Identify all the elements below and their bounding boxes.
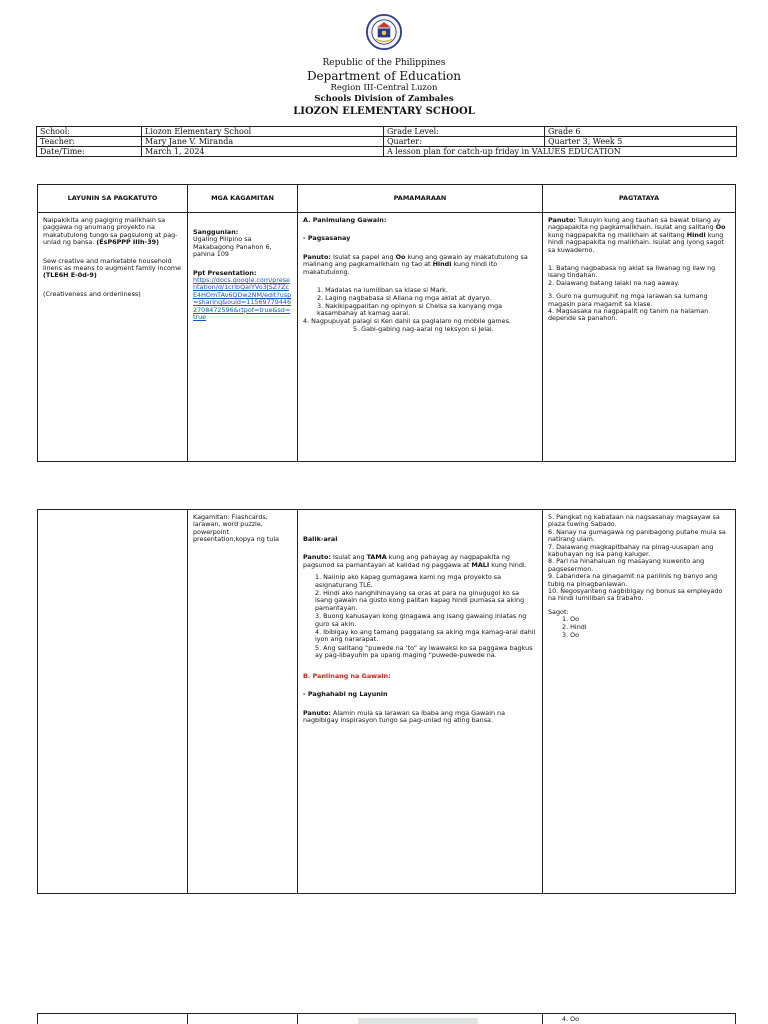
panuto-label: Panuto: bbox=[303, 708, 331, 717]
date-label: Date/Time: bbox=[37, 147, 142, 157]
list-item: 1. Oo bbox=[562, 615, 580, 624]
pagtataya-cell bbox=[543, 1014, 736, 1024]
panuto-text: Alamin mula sa larawan sa ibaba ang mga Gawain na nagbibigay inspirasyon tungo sa pag-unlad ng ating bansa. bbox=[303, 708, 506, 724]
panuto-text-2: kung ang pahayag ay nagpapakita ng pagsunod sa pamantayan at kalidad ng paggawa at bbox=[303, 553, 510, 569]
info-row-date bbox=[37, 147, 737, 157]
pagtataya-instructions bbox=[548, 217, 730, 254]
list-item: 3. Guro na gumuguhit ng mga larawan sa lumang magasin para magamit sa klase. bbox=[548, 292, 708, 308]
pamamaraan-cell bbox=[298, 1014, 543, 1024]
grade-value: Grade 6 bbox=[545, 127, 737, 137]
section-b-title: B. Panlinang na Gawain: bbox=[303, 671, 391, 680]
pamamaraan-cell bbox=[298, 213, 543, 462]
mali-keyword: MALI bbox=[471, 560, 490, 569]
sagot-label: Sagot: bbox=[548, 607, 569, 616]
pagsasanay-items bbox=[317, 287, 537, 318]
sanggunian-label: Sanggunian: bbox=[193, 228, 239, 236]
content-row bbox=[38, 1014, 736, 1024]
list-item: 8. Pari na hinahaluan ng masayang kuwento ang pagsesermon. bbox=[548, 557, 705, 573]
list-item: 2. Hindi bbox=[562, 623, 587, 632]
list-item: 4. Nagpupuyat palagi si Ken dahil sa paglalaro ng mobile games. bbox=[303, 317, 511, 326]
panuto-text-3: kung hindi. bbox=[491, 560, 527, 569]
hindi-keyword: Hindi bbox=[686, 230, 706, 239]
ppt-label: Ppt Presentation: bbox=[193, 268, 257, 277]
info-table bbox=[36, 126, 737, 157]
oo-keyword: Oo bbox=[395, 252, 406, 261]
list-item: 10. Negosyanteng nagbibigay ng bonus sa empleyado na hindi lumiliban sa trabaho. bbox=[548, 587, 723, 603]
layunin-cell bbox=[38, 213, 188, 462]
info-row-school bbox=[37, 127, 737, 137]
panuto-text-2: kung ang gawain ay makatutulong sa malinang ang pagkamalikhain ng tao at bbox=[303, 252, 528, 269]
content-row bbox=[38, 213, 736, 462]
list-item: 4. Oo bbox=[562, 1015, 580, 1023]
sagot-list bbox=[562, 616, 730, 639]
school-value: Liozon Elementary School bbox=[142, 127, 384, 137]
panuto-text-3: kung hindi nagpapakita ng malikhain. Isulat ang iyong sagot sa kuwaderno. bbox=[548, 230, 724, 254]
list-item: 4. Ibibigay ko ang tamang paggalang sa aking mga kamag-aral dahil iyon ang nararapat. bbox=[315, 628, 536, 644]
pagsasanay-title: - Pagsasanay bbox=[303, 234, 351, 243]
school-label: School: bbox=[37, 127, 142, 137]
balik-aral-instructions bbox=[303, 554, 537, 569]
objective-code: (EsP6PPP IIIh-39) bbox=[96, 238, 160, 247]
col-header-kagamitan: MGA KAGAMITAN bbox=[188, 185, 298, 213]
region-label: Region III-Central Luzon bbox=[330, 83, 438, 93]
school-name-title: LIOZON ELEMENTARY SCHOOL bbox=[293, 106, 475, 117]
list-item: 3. Nakikipagpalitan ng opinyon si Chelsa sa kanyang mga kasambahay at kamag aaral. bbox=[317, 301, 503, 318]
paghahabi-title: - Paghahabi ng Layunin bbox=[303, 690, 388, 699]
sew-body: Sew creative and marketable household linens as means to augment family income bbox=[43, 256, 182, 273]
list-item: 4. Magsasaka na nagpapalit ng tanim na halaman depende sa panahon. bbox=[548, 307, 709, 323]
teacher-label: Teacher: bbox=[37, 137, 142, 147]
info-row-teacher bbox=[37, 137, 737, 147]
illustration-image bbox=[358, 1018, 478, 1024]
pamamaraan-cell bbox=[298, 510, 543, 894]
list-item: 1. Madalas na lumiliban sa klase si Mark. bbox=[317, 286, 448, 295]
panuto-label: Panuto: bbox=[303, 553, 331, 562]
col-header-pagtataya: PAGTATAYA bbox=[543, 185, 736, 213]
paghahabi-instructions bbox=[303, 710, 537, 725]
list-item: 7. Dalawang magkapitbahay na pinag-uusapan ang kabuhayan ng isa pang kaluger. bbox=[548, 542, 714, 559]
list-item: 1. Naiinip ako kapag gumagawa kami ng mga proyekto sa asignaturang TLE. bbox=[315, 573, 502, 589]
list-item: 9. Labandera na ginagamit na panlinis ng banyo ang tubig na pinagbanlawan. bbox=[548, 572, 718, 588]
content-row bbox=[38, 510, 736, 894]
lesson-table-page-1 bbox=[37, 184, 736, 462]
objective-text bbox=[43, 217, 182, 247]
grade-label: Grade Level: bbox=[384, 127, 545, 137]
panuto-label: Panuto: bbox=[303, 252, 331, 261]
tama-keyword: TAMA bbox=[366, 553, 387, 562]
list-item: 3. Oo bbox=[562, 631, 580, 640]
list-item: 2. Dalawang batang lalaki na nag aaway. bbox=[548, 278, 680, 287]
list-item: 5. Pangkat ng kabataan na nagsasanay magsayaw sa plaza tuwing Sabado. bbox=[548, 513, 720, 529]
oo-keyword: Oo bbox=[715, 223, 726, 232]
quarter-value: Quarter 3, Week 5 bbox=[545, 137, 737, 147]
kagamitan-text: Kagamitan: Flashcards, larawan, word puzzle, powerpoint presentation,kopya ng tula bbox=[193, 513, 280, 544]
ppt-link[interactable]: https://docs.google.com/presentation/d/1cribQaIYVo3JSZ7ZcE4HOmTAv6QDw2NM/edit?usp=sharing&ouid=115697794462708472596&rtpof=true&sd=true bbox=[193, 276, 292, 322]
list-item: 3. Buong kahusayan kong ginagawa ang isang gawaing iniatas ng guro sa akin. bbox=[315, 612, 527, 628]
panuto-text-1: Tukuyin kung ang tauhan sa bawat bilang ay nagpapakita ng pagkamalikhain. Isulat ang salitang bbox=[548, 216, 721, 232]
panuto-text-1: Isulat sa papel ang bbox=[332, 252, 394, 261]
kagamitan-cell bbox=[188, 510, 298, 894]
layunin-cell bbox=[38, 1014, 188, 1024]
values-note: (Creativeness and orderliness) bbox=[43, 289, 141, 298]
lesson-table-page-2 bbox=[37, 509, 736, 894]
list-item: 2. Laging nagbabasa si Aliana ng mga aklat at dyaryo. bbox=[317, 293, 492, 302]
layunin-cell bbox=[38, 510, 188, 894]
list-item: 5. Gabi-gabing nag-aaral ng leksyon si Jelai. bbox=[353, 324, 494, 333]
kagamitan-cell bbox=[188, 1014, 298, 1024]
col-header-pamamaraan: PAMAMARAAN bbox=[298, 185, 543, 213]
section-a-title: A. Panimulang Gawain: bbox=[303, 216, 387, 224]
deped-seal-icon bbox=[366, 14, 402, 50]
list-item: 5. Ang salitang “puwede na ‘to” ay iwawaksi ko sa paggawa bagkus ay pag-iibayuhin pa upang maging “puwede-puwede na. bbox=[315, 643, 533, 660]
quarter-label: Quarter: bbox=[384, 137, 545, 147]
subject-value: A lesson plan for catch-up friday in VALUES EDUCATION bbox=[384, 147, 737, 157]
panuto-text-1: Isulat ang bbox=[332, 553, 365, 562]
date-value: March 1, 2024 bbox=[142, 147, 384, 157]
panuto-text-3: kung hindi ito makatutulong. bbox=[303, 260, 498, 276]
panuto-label: Panuto: bbox=[548, 216, 576, 224]
lesson-table-page-3 bbox=[37, 1013, 736, 1024]
sew-text bbox=[43, 258, 182, 280]
sew-code: (TLE6H E-0d-9) bbox=[43, 271, 97, 280]
document-header bbox=[0, 14, 768, 118]
department-label: Department of Education bbox=[306, 69, 462, 83]
list-item: 2. Hindi ako nanghihinayang sa oras at para na ginugugol ko sa isang gawain na gusto kong palitan kapag hindi pumasa sa aking pamantayan. bbox=[315, 589, 525, 612]
republic-label: Republic of the Philippines bbox=[322, 58, 446, 68]
hindi-keyword: Hindi bbox=[432, 260, 452, 269]
pagtataya-cell bbox=[543, 510, 736, 894]
column-header-row bbox=[38, 185, 736, 213]
balik-aral-title: Balik-aral bbox=[303, 535, 338, 543]
pagtataya-cell bbox=[543, 213, 736, 462]
balik-aral-items bbox=[315, 574, 537, 659]
teacher-value: Mary Jane V. Miranda bbox=[142, 137, 384, 147]
list-item: 6. Nanay na gumagawa ng panibagong putahe mula sa natirang ulam. bbox=[548, 527, 726, 544]
kagamitan-cell bbox=[188, 213, 298, 462]
sanggunian-text: Ugaling Pilipino sa Makabagong Panahon 6, pahina 109 bbox=[193, 235, 272, 259]
list-item: 1. Batang nagbabasa ng aklat sa liwanag ng ilaw ng isang tindahan. bbox=[548, 264, 716, 280]
objective-body: Naipakikita ang pagiging malikhain sa paggawa ng anumang proyekto na makatutulong tungo sa pagsulong at pag-unlad ng bansa. bbox=[43, 216, 178, 247]
division-label: Schools Division of Zambales bbox=[314, 94, 454, 104]
pagsasanay-instructions bbox=[303, 254, 537, 276]
panuto-text-2: kung nagpapakita ng malikhain at salitang bbox=[548, 230, 685, 239]
col-header-layunin: LAYUNIN SA PAGKATUTO bbox=[38, 185, 188, 213]
